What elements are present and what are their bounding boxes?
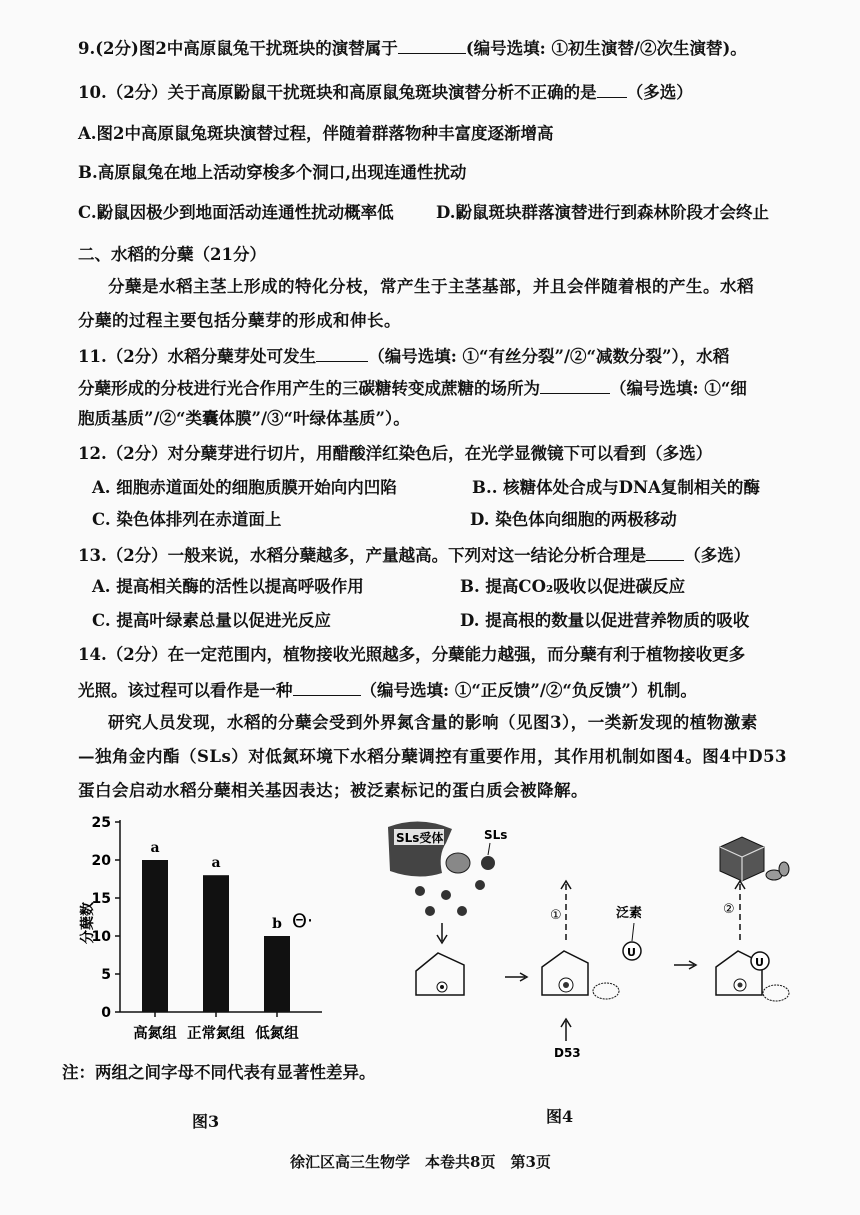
sls-dot — [457, 906, 467, 916]
q9-suffix: (编号选填: ①初生演替/②次生演替)。 — [465, 39, 747, 58]
q11-line-1 — [78, 345, 729, 367]
sls-dot — [415, 886, 425, 896]
d53-protein — [593, 983, 619, 999]
bar-1 — [142, 860, 168, 1012]
q10-prefix: 10.（2分）关于高原鼢鼠干扰斑块和高原鼠兔斑块演替分析不正确的是 — [78, 83, 597, 102]
sls-pointer — [488, 843, 490, 855]
significance-letter: a — [150, 840, 160, 856]
q11-blank-1 — [316, 345, 368, 362]
intro-line-1: 分蘖是水稻主茎上形成的特化分枝，常产生于主茎基部，并且会伴随着根的产生。水稻 — [108, 277, 754, 296]
q12-stem: 12.（2分）对分蘖芽进行切片，用醋酸洋红染色后，在光学显微镜下可以看到（多选） — [78, 444, 713, 463]
sls-dot — [441, 890, 451, 900]
significance-letter: b — [272, 916, 282, 932]
page-footer: 徐汇区高三生物学 本卷共8页 第3页 — [290, 1153, 551, 1171]
q10-stem — [78, 81, 693, 103]
ubiquitin-u-2: U — [755, 956, 764, 969]
step-2-label: ② — [723, 902, 735, 917]
y-axis-label: 分蘖数 — [80, 902, 96, 944]
y-tick-label: 5 — [101, 967, 111, 983]
fragment — [779, 862, 789, 876]
q14-text-1: 光照。该过程可以看作是一种 — [78, 681, 293, 700]
q14-blank — [293, 679, 361, 696]
q10-suffix: （多选） — [626, 83, 693, 102]
q11-line-2 — [78, 377, 747, 399]
receptor-label: SLs受体 — [396, 831, 444, 845]
ubiquitin-pointer — [632, 923, 634, 941]
y-tick-label: 10 — [91, 929, 111, 945]
figure-note: 注：两组之间字母不同代表有显著性差异。 — [62, 1063, 376, 1082]
y-tick-label: 0 — [101, 1005, 111, 1021]
complex-2-core — [563, 982, 569, 988]
q13-option-c: C. 提高叶绿素总量以促进光反应 — [92, 611, 331, 630]
q11-text-3: 分蘖形成的分枝进行光合作用产生的三碳糖转变成蔗糖的场所为 — [78, 379, 540, 398]
d53-protein-2 — [763, 985, 789, 1001]
y-tick-label: 20 — [91, 853, 111, 869]
q13-stem — [78, 544, 750, 566]
q13-option-b: B. 提高CO₂吸收以促进碳反应 — [460, 577, 686, 596]
figure-4-caption: 图4 — [546, 1107, 574, 1126]
q10-blank — [597, 81, 627, 98]
q9-prefix: 9.(2分)图2中高原鼠兔干扰斑块的演替属于 — [78, 39, 398, 58]
bar-3 — [264, 936, 290, 1012]
ubiquitin-label: 泛素 — [616, 906, 643, 921]
q11-line-3: 胞质基质”/②“类囊体膜”/③“叶绿体基质”）。 — [78, 409, 410, 428]
q13-suffix: （多选） — [684, 546, 751, 565]
bar-2 — [203, 875, 229, 1012]
x-tick-label: 正常氮组 — [187, 1026, 245, 1042]
sls-dot — [481, 856, 495, 870]
d53-label: D53 — [554, 1046, 581, 1060]
q14-line-1: 14.（2分）在一定范围内，植物接收光照越多，分蘖能力越强，而分蘖有利于植物接收更多 — [78, 645, 746, 664]
complex-3-core — [738, 983, 743, 988]
research-line-3: 蛋白会启动水稻分蘖相关基因表达；被泛素标记的蛋白质会被降解。 — [78, 781, 588, 800]
q10-option-b: B.高原鼠兔在地上活动穿梭多个洞口,出现连通性扰动 — [78, 163, 467, 182]
q11-text-4: （编号选填: ①“细 — [610, 379, 747, 398]
q12-option-b: B.. 核糖体处合成与DNA复制相关的酶 — [472, 478, 760, 497]
y-tick-label: 25 — [91, 815, 111, 831]
section-heading: 二、水稻的分蘖（21分） — [78, 245, 266, 264]
q9-line — [78, 37, 747, 59]
q12-option-c: C. 染色体排列在赤道面上 — [92, 510, 282, 529]
x-tick-label: 低氮组 — [255, 1026, 299, 1042]
research-line-2: —独角金内酯（SLs）对低氮环境下水稻分蘖调控有重要作用，其作用机制如图4。图4中D53 — [78, 747, 788, 766]
research-line-1: 研究人员发现，水稻的分蘖会受到外界氮含量的影响（见图3），一类新发现的植物激素 — [108, 713, 758, 732]
q11-text-1: 11.（2分）水稻分蘖芽处可发生 — [78, 347, 317, 366]
x-tick-label: 高氮组 — [133, 1026, 177, 1042]
q13-blank — [646, 544, 684, 561]
q11-text-2: （编号选填: ①“有丝分裂”/②“减数分裂”），水稻 — [368, 347, 730, 366]
q13-prefix: 13.（2分）一般来说，水稻分蘖越多，产量越高。下列对这一结论分析合理是 — [78, 546, 647, 565]
step-1-label: ① — [550, 908, 562, 923]
y-tick-label: 15 — [91, 891, 111, 907]
sls-molecule-bound — [446, 853, 470, 873]
q12-option-a: A. 细胞赤道面处的细胞质膜开始向内凹陷 — [92, 478, 397, 497]
q11-blank-2 — [540, 377, 610, 394]
figure-3-bar-chart — [60, 815, 360, 1055]
q10-option-c: C.鼢鼠因极少到地面活动连通性扰动概率低 — [78, 203, 394, 222]
q13-option-d: D. 提高根的数量以促进营养物质的吸收 — [460, 611, 750, 630]
figure-3-caption: 图3 — [192, 1112, 220, 1131]
q10-option-d: D.鼢鼠斑块群落演替进行到森林阶段才会终止 — [436, 203, 769, 222]
sls-label: SLs — [484, 828, 508, 842]
q9-blank — [398, 37, 466, 54]
q10-option-a: A.图2中高原鼠兔斑块演替过程，伴随着群落物种丰富度逐渐增高 — [78, 124, 554, 143]
ubiquitin-u: U — [627, 946, 636, 959]
complex-1-core — [440, 985, 444, 989]
q13-option-a: A. 提高相关酶的活性以提高呼吸作用 — [92, 577, 364, 596]
q14-text-2: （编号选填: ①“正反馈”/②“负反馈”）机制。 — [360, 681, 697, 700]
q12-option-d: D. 染色体向细胞的两极移动 — [470, 510, 677, 529]
intro-line-2: 分蘖的过程主要包括分蘖芽的形成和伸长。 — [78, 311, 401, 330]
sls-dot — [425, 906, 435, 916]
q14-line-2 — [78, 679, 697, 701]
figure-4-diagram — [380, 815, 800, 1075]
sls-dot — [475, 880, 485, 890]
significance-letter: a — [211, 855, 221, 872]
chart-marker: Θ· — [292, 910, 313, 932]
